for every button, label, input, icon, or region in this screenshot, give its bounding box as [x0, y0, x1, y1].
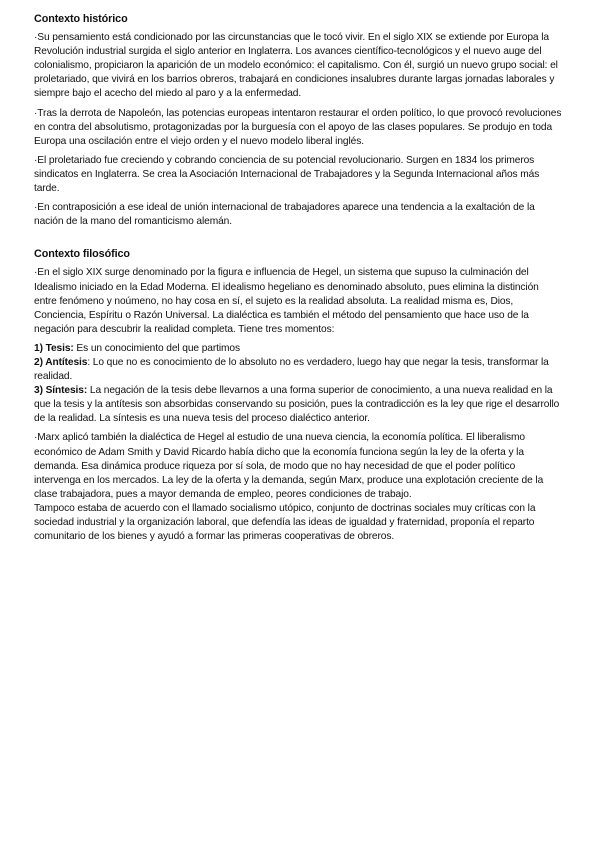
section-contexto-filosofico — [34, 247, 564, 544]
section-heading: Contexto histórico — [34, 13, 128, 25]
paragraph: ·Su pensamiento está condicionado por las circunstancias que le tocó vivir. En el siglo XIX se extiende por Europa la Revolución industrial surgida el siglo anterior en Inglaterra. Los avances científico-tecnológicos y el nuevo auge del colonialismo, propiciaron la aparición de un modelo económico: el capitalismo. Con él, surgió un nuevo grupo social: el proletariado, que vivirá en los barrios obreros, trabajará en condiciones insalubres durante largas jornadas laborales y siempre bajo el acecho del miedo al paro y a la enfermedad. — [34, 32, 558, 100]
section-contexto-historico — [34, 12, 564, 229]
moment-label: 3) Síntesis: — [34, 385, 88, 397]
moment-text: : Lo que no es conocimiento de lo absoluto no es verdadero, luego hay que negar la tesis, transformar la realidad. — [34, 356, 549, 383]
paragraph: ·El proletariado fue creciendo y cobrando conciencia de su potencial revolucionario. Surgen en 1834 los primeros sindicatos en Inglaterra. Se crea la Asociación Internacional de Trabajadores y la Segunda Internacional años más tarde. — [34, 154, 540, 195]
section-heading: Contexto filosófico — [34, 248, 130, 261]
dialectic-moments — [34, 342, 564, 427]
moment-text: Es un conocimiento del que partimos — [73, 342, 240, 354]
paragraph: ·En el siglo XIX surge denominado por la figura e influencia de Hegel, un sistema que supuso la culminación del Idealismo iniciado en la Edad Moderna. El idealismo hegeliano es denominado absoluto, pues elimina la distinción entre fenómeno y noúmeno, no hay cosa en sí, el sujeto es la realidad absoluta. La realidad misma es, Dios, Conciencia, Espíritu o Razón Universal. La dialéctica es también el método del pensamiento que hace uso de la negación para descubrir la realidad completa. Tiene tres momentos: — [34, 267, 539, 335]
paragraph: ·En contraposición a ese ideal de unión internacional de trabajadores aparece una tendencia a la exaltación de la nación de la mano del romanticismo alemán. — [34, 202, 535, 228]
moment-tesis — [34, 342, 564, 356]
paragraph: Tampoco estaba de acuerdo con el llamado socialismo utópico, conjunto de doctrinas sociales muy críticas con la sociedad industrial y la organización laboral, que defendía las ideas de igualdad y fraternidad, proponía el reparto comunitario de los bienes y ayudó a formar las primeras cooperativas de obreros. — [34, 502, 536, 543]
moment-antitesis — [34, 356, 564, 384]
document-page — [34, 12, 564, 549]
moment-label: 1) Tesis: — [34, 342, 74, 354]
moment-label: 2) Antítesis — [34, 356, 88, 368]
paragraph: ·Marx aplicó también la dialéctica de Hegel al estudio de una nueva ciencia, la economía política. El liberalismo económico de Adam Smith y David Ricardo había dicho que la economía funciona según la ley de la oferta y la demanda. Esa dinámica produce riqueza por sí sola, de modo que no hay necesidad de que el poder político intervenga en los mercados. La ley de la oferta y la demanda, según Marx, produce una explotación creciente de la clase trabajadora, pues a mayor demanda de empleo, peores condiciones de trabajo. — [34, 432, 544, 500]
paragraph: ·Tras la derrota de Napoleón, las potencias europeas intentaron restaurar el orden político, lo que provocó revoluciones en contra del absolutismo, protagonizadas por la burguesía con el apoyo de las clases populares. Se produjo en toda Europa una oscilación entre el viejo orden y el nuevo modelo liberal inglés. — [34, 107, 562, 147]
moment-text: La negación de la tesis debe llevarnos a una forma superior de conocimiento, a una nueva realidad en la que la tesis y la antítesis son absorbidas conservando su posición, pues la contradicción es la ley que rige el desarrollo de la realidad. La síntesis es una nueva tesis del proceso dialéctico anterior. — [34, 385, 560, 425]
moment-sintesis — [34, 384, 564, 426]
